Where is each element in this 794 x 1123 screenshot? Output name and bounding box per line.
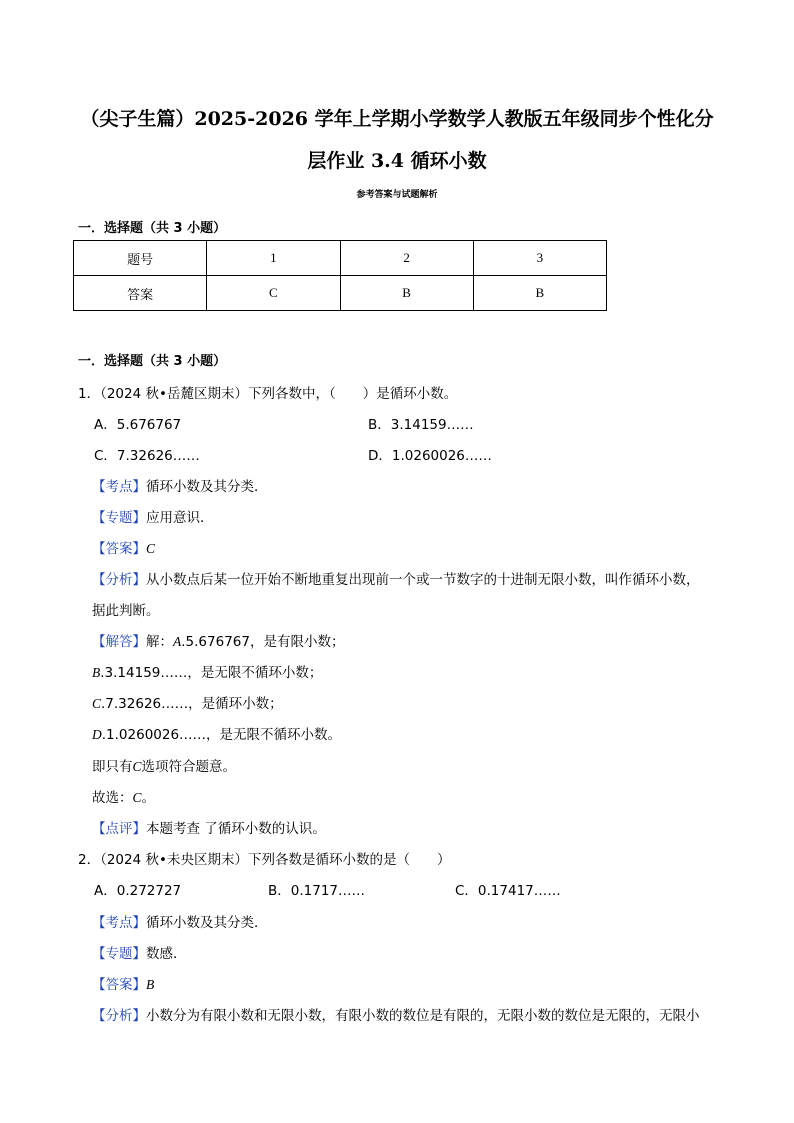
q1-jieda-line3 [92,692,283,712]
table-row [74,276,607,311]
dianping-text: 本题考查 了循环小数的认识。 [146,821,326,837]
jieda-text: .3.14159……，是无限不循环小数； [100,665,323,681]
zhuanti-text: 数感． [146,946,187,962]
dianping-tag: 【点评】 [92,821,146,837]
table-cell: 答案 [74,276,207,311]
jieda-letter: C [132,790,142,805]
q2-option-a: A．0.272727 [94,883,182,899]
jieda-text: .7.32626……，是循环小数； [101,696,283,712]
q1-option-d: D．1.0260026…… [368,448,492,464]
jieda-prefix: 即只有 [92,759,133,775]
q1-fenxi-cont: 据此判断。 [92,603,160,619]
q1-option-b: B．3.14159…… [368,417,474,433]
fenxi-tag: 【分析】 [92,572,146,588]
answer-table [73,240,607,311]
kaodian-tag: 【考点】 [92,915,146,931]
daan-tag: 【答案】 [92,977,146,993]
q1-jieda-line5 [92,755,236,775]
daan-text: C [146,541,156,556]
jieda-letter: D [92,727,102,742]
q1-jieda-line2 [92,661,322,681]
q1-fenxi [92,568,700,588]
jieda-letter: B [92,665,101,680]
q2-daan [92,973,154,993]
document-title-line2: 层作业 3.4 循环小数 [307,150,487,172]
jieda-letter: C [132,759,142,774]
table-cell: 题号 [74,241,207,276]
document-title-line1: （尖子生篇）2025-2026 学年上学期小学数学人教版五年级同步个性化分 [80,108,714,130]
table-cell: C [207,276,340,311]
table-cell: B [473,276,606,311]
daan-tag: 【答案】 [92,541,146,557]
q2-option-b: B．0.1717…… [268,883,365,899]
jieda-tag: 【解答】 [92,634,146,650]
q1-kaodian [92,475,268,495]
q1-daan [92,537,155,557]
jieda-text: .1.0260026……，是无限不循环小数。 [101,727,342,743]
jieda-text: .5.676767，是有限小数； [181,634,345,650]
zhuanti-tag: 【专题】 [92,946,146,962]
section-heading-answers: 一．选择题（共 3 小题） [78,221,227,236]
q2-zhuanti [92,942,187,962]
document-subtitle: 参考答案与试题解析 [356,190,438,200]
q2-option-c: C．0.17417…… [455,883,561,899]
jieda-prefix: 解： [146,634,173,650]
kaodian-text: 循环小数及其分类． [146,915,268,931]
table-cell: 3 [473,241,606,276]
jieda-text: 选项符合题意。 [141,759,237,775]
table-cell: 1 [207,241,340,276]
q2-stem: 2．（2024 秋•未央区期末）下列各数是循环小数的是（ ） [78,852,451,868]
zhuanti-tag: 【专题】 [92,510,146,526]
fenxi-tag: 【分析】 [92,1008,146,1024]
kaodian-text: 循环小数及其分类． [146,479,268,495]
zhuanti-text: 应用意识． [146,510,214,526]
section-heading-questions: 一．选择题（共 3 小题） [78,354,227,369]
q2-fenxi [92,1004,700,1024]
fenxi-text: 小数分为有限小数和无限小数，有限小数的数位是有限的，无限小数的数位是无限的，无限小 [146,1008,700,1024]
kaodian-tag: 【考点】 [92,479,146,495]
q1-jieda-line6 [92,786,155,806]
q1-stem: 1．（2024 秋•岳麓区期末）下列各数中，（ ）是循环小数。 [78,386,458,402]
q1-jieda [92,630,344,650]
q1-zhuanti [92,506,214,526]
jieda-text: 。 [141,790,156,806]
q1-option-c: C．7.32626…… [94,448,200,464]
q2-kaodian [92,911,268,931]
jieda-letter: A [173,634,182,649]
jieda-prefix: 故选： [92,790,133,806]
table-cell: B [340,276,473,311]
q1-jieda-line4 [92,723,341,743]
table-row [74,241,607,276]
table-cell: 2 [340,241,473,276]
jieda-letter: C [92,696,102,711]
q1-dianping [92,817,326,837]
daan-text: B [146,977,155,992]
q1-option-a: A．5.676767 [94,417,182,433]
fenxi-text: 从小数点后某一位开始不断地重复出现前一个或一节数字的十进制无限小数，叫作循环小数， [146,572,700,588]
